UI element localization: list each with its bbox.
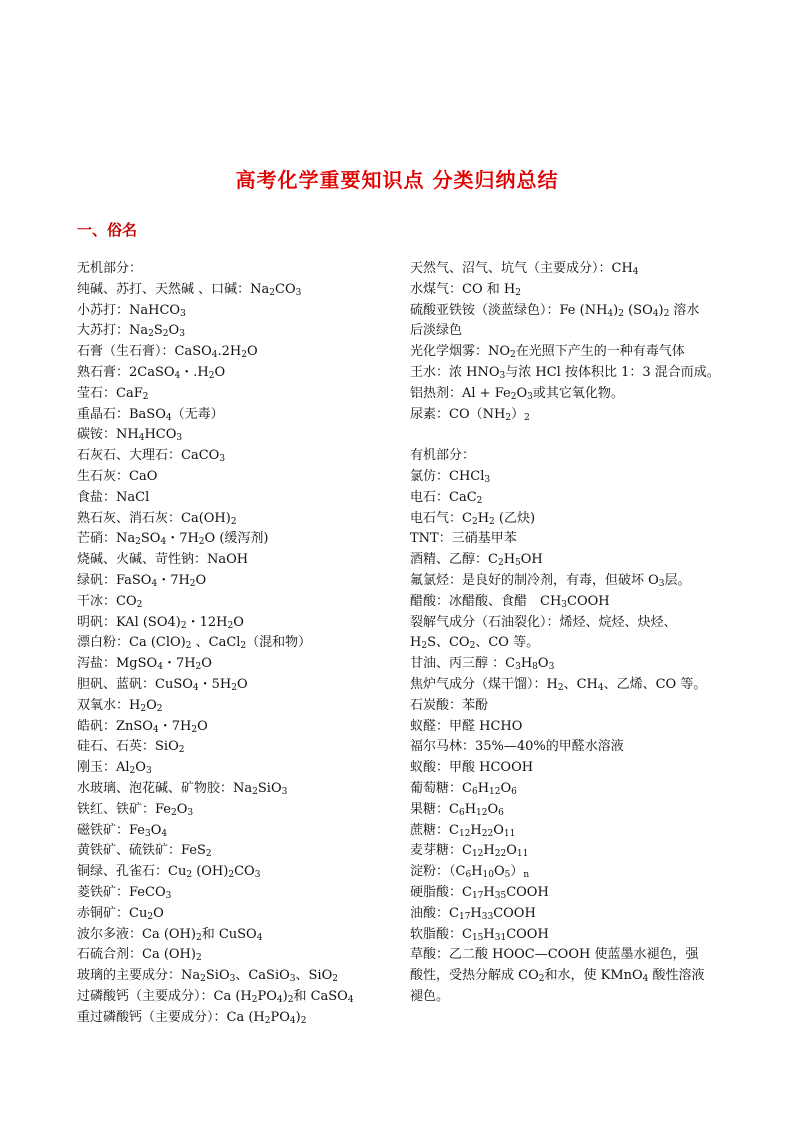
right-line: 尿素：$CO(NH_2)_2$ xyxy=(410,406,530,423)
left-line: 石膏（生石膏）：$CaSO_4.2H_2O$ xyxy=(77,344,258,361)
left-line: 石硫合剂：Ca $(OH)_2$ xyxy=(77,947,202,964)
left-line: 胆矾、蓝矾：CuSO$_4$・$5H_2O$ xyxy=(77,676,248,693)
right-line: 焦炉气成分（煤干馏）：$H_2$、$CH_4$、乙烯、CO 等。 xyxy=(410,676,707,693)
left-line: 漂白粉：Ca $(ClO)_2$ 、CaCl$_2$（混和物） xyxy=(77,635,312,652)
left-line: 绿矾：FaSO$_4$・$7H_2O$ xyxy=(77,572,207,589)
right-line: 裂解气成分（石油裂化）：烯烃、烷烃、炔烃、 xyxy=(410,614,677,630)
right-line: 蚁醛：甲醛 HCHO xyxy=(410,718,523,734)
left-line: 铁红、铁矿：$Fe_2O_3$ xyxy=(77,801,194,818)
right-line: 甘油、丙三醇 ：$C_3H_8O_3$ xyxy=(410,656,555,673)
right-line: 光化学烟雾：$NO_2$在光照下产生的一种有毒气体 xyxy=(410,344,685,361)
left-line: 水玻璃、泡花碱、矿物胶：$Na_2SiO_3$ xyxy=(77,780,288,797)
left-line: 刚玉：$Al_2O_3$ xyxy=(77,760,152,777)
left-line: 碳铵：$NH_4HCO_3$ xyxy=(77,427,183,444)
right-line: 氟氯烃：是良好的制冷剂，有毒，但破坏 $O_3$层。 xyxy=(410,572,691,589)
left-line: 无机部分： xyxy=(77,261,143,276)
left-line: 小苏打：NaHCO$_3$ xyxy=(77,302,186,319)
right-line: 有机部分： xyxy=(410,448,476,464)
right-line: $H_2S$、$CO_2$、CO 等。 xyxy=(410,635,540,652)
left-line: 明矾：KAl $(SO4)_2$・$12H_2O$ xyxy=(77,614,244,631)
right-line: 葡萄糖：$C_6H_{12}O_6$ xyxy=(410,780,517,797)
left-line: 纯碱、苏打、天然碱 、口碱：$Na_2CO_3$ xyxy=(77,281,302,298)
left-line: 生石灰：CaO xyxy=(77,468,158,484)
left-line: 泻盐：MgSO$_4$・$7H_2O$ xyxy=(77,656,212,673)
right-line: 水煤气：CO 和 $H_2$ xyxy=(410,281,521,298)
right-line: 天然气、沼气、坑气（主要成分）：$CH_4$ xyxy=(410,261,639,277)
right-line: 硫酸亚铁铵（淡蓝绿色）：Fe $(NH_4)_2$ $(SO_4)_2$ 溶水 xyxy=(410,302,700,319)
right-line: 铝热剂：$Al + Fe_2O_3$或其它氧化物。 xyxy=(410,385,624,402)
left-line: 硅石、石英：SiO$_2$ xyxy=(77,739,185,756)
section-heading: 一、俗名 xyxy=(77,221,138,239)
right-line: 蚁酸：甲酸 HCOOH xyxy=(410,760,534,776)
right-line: 电石：CaC$_2$ xyxy=(410,489,483,506)
left-line: 皓矾：ZnSO$_4$・$7H_2O$ xyxy=(77,718,208,735)
right-line: 福尔马林：35%—40%的甲醛水溶液 xyxy=(410,739,624,755)
right-line: 酒精、乙醇：$C_2H_5OH$ xyxy=(410,552,543,569)
left-line: 重过磷酸钙（主要成分）：Ca $(H_2PO_4)_2$ xyxy=(77,1009,307,1026)
left-line: 食盐：NaCl xyxy=(77,489,150,505)
right-line: 淀粉：$(C_6H_{10}O_5)_n$ xyxy=(410,864,530,881)
left-line: 黄铁矿、硫铁矿：FeS$_2$ xyxy=(77,843,212,860)
right-line: TNT：三硝基甲苯 xyxy=(410,531,517,547)
left-line: 磁铁矿：$Fe_3O_4$ xyxy=(77,822,168,839)
right-line: 麦芽糖：$C_{12}H_{22}O_{11}$ xyxy=(410,843,529,860)
right-line: 醋酸：冰醋酸、食醋 $CH_3COOH$ xyxy=(410,593,610,610)
left-line: 双氧水：$H_2O_2$ xyxy=(77,697,163,714)
left-line: 大苏打：$Na_2S_2O_3$ xyxy=(77,323,185,340)
left-line: 过磷酸钙（主要成分）：Ca $(H_2PO_4)_2$和 CaSO$_4$ xyxy=(77,988,354,1005)
left-line: 赤铜矿：$Cu_2O$ xyxy=(77,905,164,922)
left-column xyxy=(77,259,397,1028)
left-line: 芒硝：$Na_2SO_4$・$7H_2O$ (缓泻剂) xyxy=(77,531,269,548)
document-title: 高考化学重要知识点 分类归纳总结 xyxy=(235,168,559,192)
right-line: 氯仿：CHCl$_3$ xyxy=(410,468,491,485)
left-line: 玻璃的主要成分：$Na_2SiO_3$、CaSiO$_3$、SiO$_2$ xyxy=(77,968,338,985)
right-line: 油酸：$C_{17}H_{33}COOH$ xyxy=(410,905,536,922)
right-line: 后淡绿色 xyxy=(410,323,463,339)
right-line: 石炭酸：苯酚 xyxy=(410,697,489,713)
right-line: 蔗糖：$C_{12}H_{22}O_{11}$ xyxy=(410,822,516,839)
right-line: 草酸：乙二酸 HOOC—COOH 使蓝墨水褪色，强 xyxy=(410,947,699,963)
right-column xyxy=(410,259,725,1008)
left-line: 干冰：$CO_2$ xyxy=(77,593,143,610)
left-line: 波尔多液：Ca $(OH)_2$和 CuSO$_4$ xyxy=(77,926,263,943)
right-line: 褪色。 xyxy=(410,988,450,1004)
left-line: 铜绿、孔雀石：$Cu_2$ $(OH)_2CO_3$ xyxy=(77,864,261,881)
right-line: 果糖：$C_6H_{12}O_6$ xyxy=(410,801,504,818)
right-line: 王水：浓 $HNO_3$与浓 HCl 按体积比 1：3 混合而成。 xyxy=(410,364,720,381)
left-line: 熟石膏：2CaSO$_4$・$.H_2O$ xyxy=(77,364,226,381)
right-line xyxy=(410,425,725,446)
left-line: 烧碱、火碱、苛性钠：NaOH xyxy=(77,552,249,568)
left-line: 重晶石：BaSO$_4$（无毒） xyxy=(77,406,224,423)
right-line: 软脂酸：$C_{15}H_{31}COOH$ xyxy=(410,926,549,943)
right-line: 电石气：$C_2H_2$ (乙炔) xyxy=(410,510,536,527)
right-line: 硬脂酸：$C_{17}H_{35}COOH$ xyxy=(410,884,549,901)
left-line: 石灰石、大理石：CaCO$_3$ xyxy=(77,448,226,465)
left-line: 莹石：CaF$_2$ xyxy=(77,385,149,402)
left-line: 熟石灰、消石灰：$Ca(OH)_2$ xyxy=(77,510,237,527)
left-line: 菱铁矿：FeCO$_3$ xyxy=(77,884,172,901)
right-line: 酸性，受热分解成 $CO_2$和水，使 KMnO$_4$ 酸性溶液 xyxy=(410,968,705,985)
